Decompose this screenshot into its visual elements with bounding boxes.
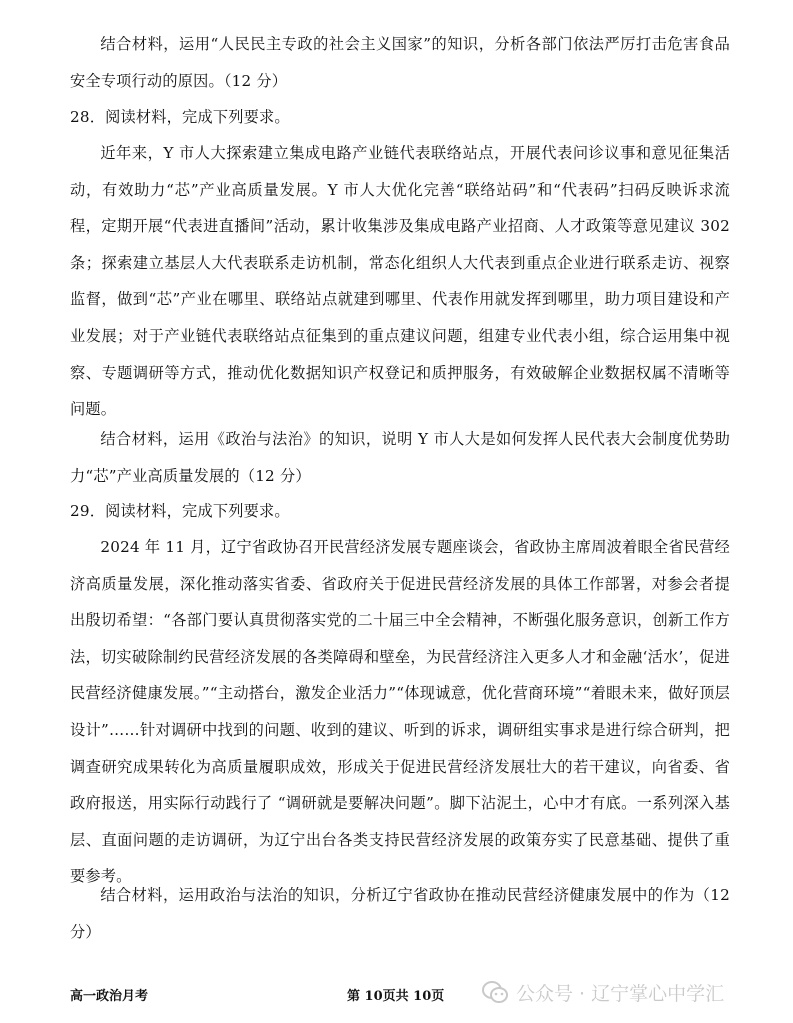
q29-material: 2024 年 11 月，辽宁省政协召开民营经济发展专题座谈会，省政协主席周波着眼全省民营经济高质量发展，深化推动落实省委、省政府关于促进民营经济发展的具体工作部署，对参会者提出殷切希望：“各部门要认真贯彻落实党的二十届三中全会精神，不断强化服务意识，创新工作方法，切实破除制约民营经济发展的各类障碍和壁垒，为民营经济注入更多人才和金融‘活水’，促进民营经济健康发展。”“主动搭台，激发企业活力”“体现诚意，优化营商环境”“着眼未来，做好顶层设计”……针对调研中找到的问题、收到的建议、听到的诉求，调研组实事求是进行综合研判，把调查研究成果转化为高质量履职成效，形成关于促进民营经济发展壮大的若干建议，向省委、省政府报送，用实际行动践行了 “调研就是要解决问题”。脚下沾泥土，心中才有底。一系列深入基层、直面问题的走访调研，为辽宁出台各类支持民营经济发展的政策夯实了民意基础、提供了重要参考。 (70, 538, 730, 886)
q28-heading: 28．阅读材料，完成下列要求。 (70, 108, 290, 126)
q27-question: 结合材料，运用“人民民主专政的社会主义国家”的知识，分析各部门依法严厉打击危害食品安全专项行动的原因。（12 分） (70, 35, 730, 90)
q29-question: 结合材料，运用政治与法治的知识，分析辽宁省政协在推动民营经济健康发展中的作为（12 分） (70, 886, 730, 941)
footer-exam-title: 高一政治月考 (70, 989, 149, 1004)
q28-material: 近年来，Y 市人大探索建立集成电路产业链代表联络站点，开展代表问诊议事和意见征集活动，有效助力“芯”产业高质量发展。Y 市人大优化完善“联络站码”和“代表码”扫码反映诉求流程，定期开展“代表进直播间”活动，累计收集涉及集成电路产业招商、人才政策等意见建议 302 条；探索建立基层人大代表联系走访机制，常态化组织人大代表到重点企业进行联系走访、视察监督，做到“芯”产业在哪里、联络站点就建到哪里、代表作用就发挥到哪里，助力项目建设和产业发展；对于产业链代表联络站点征集到的重点建议问题，组建专业代表小组，综合运用集中视察、专题调研等方式，推动优化数据知识产权登记和质押服务，有效破解企业数据权属不清晰等问题。 (70, 144, 730, 419)
q28-question: 结合材料，运用《政治与法治》的知识，说明 Y 市人大是如何发挥人民代表大会制度优势助力“芯”产业高质量发展的（12 分） (70, 430, 730, 485)
q29-heading: 29．阅读材料，完成下列要求。 (70, 502, 290, 520)
watermark (482, 974, 724, 1010)
footer-page-number: 第 10页共 10页 (347, 989, 445, 1004)
wechat-official-account-icon (482, 980, 508, 1004)
watermark-text: 公众号 · 辽宁掌心中学汇 (516, 982, 725, 1005)
